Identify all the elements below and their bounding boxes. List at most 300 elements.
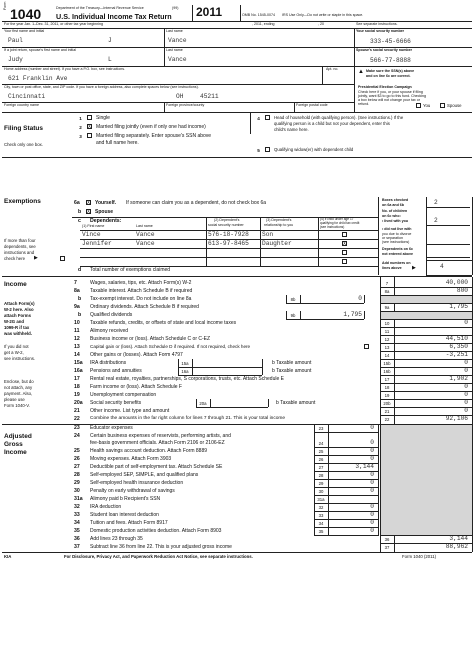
income-side-7: If you did not: [4, 344, 29, 349]
line-label: Student loan interest deduction: [90, 512, 159, 518]
line-label: IRA deduction: [90, 504, 122, 510]
total-exemptions-label: Total number of exemptions claimed: [90, 267, 171, 273]
line-amount[interactable]: 0: [370, 511, 374, 518]
line-num: b: [78, 312, 82, 318]
dependent-relationship[interactable]: Son: [262, 231, 274, 238]
pec-title: Presidential Election Campaign: [358, 85, 412, 89]
line-num: 11: [74, 328, 80, 334]
line-box: 13: [384, 345, 390, 350]
line-box: 7: [385, 281, 389, 286]
line-label: Business income or (loss). Attach Schedule C or C-EZ: [90, 336, 211, 342]
filing-single-checkbox[interactable]: [87, 115, 92, 120]
rule: [314, 535, 378, 536]
line-label: Alimony paid b Recipient's SSN: [90, 496, 161, 502]
dependents-header: Dependents:: [90, 218, 122, 224]
line-label: Domestic production activities deduction. Attach Form 8903: [90, 528, 222, 534]
exemptions-title: Exemptions: [4, 198, 41, 205]
income-side-14: Form 1040-V.: [4, 403, 30, 408]
line-box: 10: [384, 321, 390, 326]
line-num: 33: [74, 512, 80, 518]
line-box: 24: [318, 441, 324, 446]
rule: [314, 487, 378, 488]
year-line: For the year Jan. 1–Dec. 31, 2011, or other tax year beginning: [4, 22, 104, 26]
exempt-spouse-label: Spouse: [95, 209, 114, 215]
rule: [380, 407, 472, 408]
dependent-credit-checkbox[interactable]: [342, 250, 347, 255]
rule: [380, 383, 472, 384]
line-num: 24: [74, 433, 80, 439]
rule: [314, 471, 378, 472]
divider: [260, 217, 261, 266]
line-label: Qualified dividends: [90, 312, 133, 318]
line-amount[interactable]: 40,000: [445, 279, 468, 286]
city-field[interactable]: Cincinnati: [8, 93, 46, 100]
divider: [364, 295, 365, 303]
line-amount[interactable]: 0: [370, 447, 374, 454]
line-num: 29: [74, 480, 80, 486]
rule: [380, 375, 472, 376]
form-title: U.S. Individual Income Tax Return: [56, 12, 172, 21]
line-amount[interactable]: 0: [370, 479, 374, 486]
line-label: Taxable interest. Attach Schedule B if required: [90, 288, 193, 294]
line-amount[interactable]: 1,795: [449, 303, 468, 310]
rule: [314, 455, 378, 456]
dependent-credit-checkbox[interactable]: [342, 232, 347, 237]
middle-initial-field[interactable]: J: [108, 37, 112, 44]
income-side-6: was withheld.: [4, 331, 32, 336]
line-box: 26: [318, 457, 324, 462]
line-label: Other income. List type and amount: [90, 408, 170, 414]
line-amount[interactable]: 0: [464, 399, 468, 406]
line-num: 12: [74, 336, 80, 342]
line-box: 33: [318, 513, 324, 518]
rule: [380, 399, 472, 400]
line-num: 28: [74, 472, 80, 478]
rule: [314, 511, 378, 512]
divider: [318, 217, 319, 266]
line-num: 16a: [74, 368, 83, 374]
children-7: (see instructions): [382, 240, 410, 244]
children-5: you due to divorce: [382, 232, 412, 236]
line-num: 20a: [74, 400, 83, 406]
arrow-right-icon: ▶: [34, 255, 38, 261]
line-box: 9b: [290, 313, 296, 318]
rule: [2, 552, 472, 553]
income-title: Income: [4, 281, 27, 288]
line-amount[interactable]: 800: [456, 287, 468, 294]
line-box: 8b: [290, 297, 296, 302]
address-label: Home address (number and street). If you have a P.O. box, see instructions.: [4, 67, 125, 71]
first-name-label: Your first name and initial: [4, 29, 45, 33]
spouse-ssn-label: Spouse's social security number: [356, 48, 412, 52]
filing-widow-label: Qualifying widow(er) with dependent child: [274, 147, 354, 152]
form-tag: Form: [3, 1, 7, 10]
line-box: 15b: [383, 361, 391, 366]
divider: [378, 424, 379, 536]
line-amount[interactable]: 6,350: [449, 343, 468, 350]
dependents-not-2: not entered above: [382, 252, 413, 256]
pec-you-label: You: [423, 103, 431, 108]
line-amount[interactable]: 44,510: [445, 335, 468, 342]
filing-widow-checkbox[interactable]: [265, 147, 270, 152]
rule: [2, 157, 472, 158]
more-than-four-3: instructions and: [4, 250, 35, 255]
line-label: Unemployment compensation: [90, 392, 157, 398]
income-side-10: Enclose, but do: [4, 379, 34, 384]
income-side-5: 1099-R if tax: [4, 325, 30, 330]
more-than-four-4: check here: [4, 256, 26, 261]
spouse-ssn-field[interactable]: 566-77-8888: [370, 57, 411, 64]
exempt-yourself-checkbox[interactable]: X: [87, 200, 91, 206]
add-numbers-2: lines above: [382, 266, 402, 270]
line-label: Other gains or (losses). Attach Form 4797: [90, 352, 183, 358]
filing-status-title: Filing Status: [4, 125, 43, 132]
income-side-2: W-2 here. Also: [4, 307, 34, 312]
pec-spouse-checkbox[interactable]: [440, 103, 445, 108]
spouse-first-field[interactable]: Judy: [8, 56, 23, 63]
dependent-last[interactable]: Vance: [136, 231, 155, 238]
dependent-first[interactable]: Vince: [82, 231, 101, 238]
line-box: 37: [384, 545, 390, 550]
check-only-one: Check only one box.: [4, 142, 43, 147]
rule: [314, 432, 378, 433]
line-amount[interactable]: 0: [464, 319, 468, 326]
divider: [300, 311, 301, 319]
more-than-four-2: dependents, see: [4, 244, 36, 249]
dep-col-credit-1: (4) if child under age 17: [320, 217, 354, 221]
line-amount[interactable]: 0: [370, 503, 374, 510]
line-num: d: [78, 267, 82, 273]
line-num: 21: [74, 408, 80, 414]
city-label: City, town or post office, state, and ZIP code. If you have a foreign address, also complete spaces below (see instructions).: [4, 85, 199, 89]
line-num: 35: [74, 528, 80, 534]
line-box: 34: [318, 521, 324, 526]
ssn-field[interactable]: 333-45-6666: [370, 38, 411, 45]
omb-number: OMB No. 1545-0074: [242, 13, 275, 17]
line-num: 30: [74, 488, 80, 494]
line-amount[interactable]: 0: [464, 407, 468, 414]
line-label: Self-employed health insurance deduction: [90, 480, 184, 486]
divider: [262, 359, 263, 375]
line-label: Health savings account deduction. Attach Form 8889: [90, 448, 208, 454]
income-side-3: attach Forms: [4, 313, 31, 318]
divider: [286, 311, 287, 319]
rule: [314, 479, 378, 480]
line-amount[interactable]: 1,902: [449, 375, 468, 382]
line-label: Deductible part of self-employment tax. Attach Schedule SE: [90, 464, 223, 470]
line-label: Moving expenses. Attach Form 3903: [90, 456, 172, 462]
line-label: Tax-exempt interest. Do not include on line 8a: [90, 296, 192, 302]
apt-label: Apt. no.: [326, 67, 339, 71]
line-box: 30: [318, 489, 324, 494]
line-amount[interactable]: 0: [464, 391, 468, 398]
more-dependents-checkbox[interactable]: [60, 256, 65, 261]
line-num: c: [78, 218, 81, 224]
dept-name: Department of the Treasury—Internal Revenue Service: [56, 6, 144, 10]
line-label: Taxable refunds, credits, or offsets of state and local income taxes: [90, 320, 237, 326]
zip-field[interactable]: 45211: [200, 93, 219, 100]
pec-text-2: jointly, want $3 to go to this fund. Checking: [358, 94, 427, 98]
rule: [314, 519, 378, 520]
children-3: • lived with you: [382, 219, 409, 223]
dep-col-ssn-1: (2) Dependent's: [214, 218, 240, 222]
line-box: 35: [318, 529, 324, 534]
line-box: 32: [318, 505, 324, 510]
line-amount[interactable]: -3,251: [445, 351, 468, 358]
filing-hoh-label-3: child's name here.: [274, 127, 309, 132]
footer-kia: KIA: [4, 554, 12, 559]
rule: [426, 260, 472, 261]
line-box: 12: [384, 337, 390, 342]
street-field[interactable]: 621 Franklin Ave: [8, 75, 68, 82]
rule: [2, 276, 472, 277]
capital-gain-checkbox[interactable]: [364, 344, 369, 349]
line-label: Wages, salaries, tips, etc. Attach Form(s) W-2: [90, 280, 192, 286]
filing-separate-checkbox[interactable]: [87, 133, 92, 138]
ssn-label: Your social security number: [356, 29, 405, 33]
pec-you-checkbox[interactable]: [416, 103, 421, 108]
line-box: 16b: [383, 369, 391, 374]
divider: [294, 102, 295, 112]
rule: [426, 225, 470, 226]
dep-col-last: Last name: [136, 224, 153, 228]
line-box: 8a: [384, 289, 390, 294]
warning-icon: ▲: [358, 69, 364, 75]
line-amount[interactable]: 3,144: [355, 463, 374, 470]
pec-text-4: refund.: [358, 102, 370, 106]
line-label: Alimony received: [90, 328, 129, 334]
children-6: or separation: [382, 236, 403, 240]
dependent-last[interactable]: Vance: [136, 240, 155, 247]
line-num: 36: [74, 536, 80, 542]
line-box: 29: [318, 481, 324, 486]
dept-code: (99): [172, 6, 179, 10]
dependent-ssn[interactable]: 613-97-8465: [208, 240, 249, 247]
rule: [380, 543, 472, 544]
line-box: 14: [384, 353, 390, 358]
line-num: 8a: [74, 288, 80, 294]
dependent-relationship[interactable]: Daughter: [262, 240, 292, 247]
agi-title-3: Income: [4, 449, 27, 456]
line-box: 20a: [199, 401, 207, 406]
line-num: 22: [74, 416, 80, 422]
line-num: 25: [74, 448, 80, 454]
income-side-1: Attach Form(s): [4, 301, 35, 306]
rule: [380, 343, 472, 344]
divider: [300, 295, 301, 303]
line-box: 27: [318, 465, 324, 470]
line-box: 20b: [383, 401, 391, 406]
rule: [286, 319, 364, 320]
line-num: 18: [74, 384, 80, 390]
line-num: 37: [74, 544, 80, 550]
line-num: 7: [74, 280, 77, 286]
dep-col-credit-3: (see instructions): [320, 225, 345, 229]
divider: [240, 5, 241, 21]
rule: [380, 351, 472, 352]
line-label: Add lines 23 through 35: [90, 536, 143, 542]
spouse-initial-field[interactable]: L: [108, 56, 112, 63]
rule: [380, 391, 472, 392]
divider: [286, 295, 287, 303]
exempt-spouse-checkbox[interactable]: X: [87, 209, 91, 215]
line-num: 4: [257, 116, 260, 121]
boxes-checked-field[interactable]: 2: [434, 199, 438, 206]
rule: [380, 359, 472, 360]
income-side-4: W-2G and: [4, 319, 24, 324]
shaded-cell: [381, 312, 472, 319]
year-line-mid: , 2011, ending: [252, 22, 275, 26]
rule: [178, 375, 262, 376]
line-label: b Taxable amount: [272, 360, 312, 366]
filing-hoh-label: Head of household (with qualifying person). (See instructions.) If the: [274, 115, 404, 120]
rule: [426, 244, 470, 245]
total-exemptions-field[interactable]: 4: [440, 263, 444, 270]
filing-hoh-checkbox[interactable]: [265, 115, 270, 120]
line-box: 23: [318, 426, 324, 431]
add-numbers-1: Add numbers on: [382, 261, 411, 265]
line-num: 19: [74, 392, 80, 398]
first-name-field[interactable]: Paul: [8, 37, 23, 44]
rule: [380, 335, 472, 336]
foreign-province-label: Foreign province/county: [166, 103, 205, 107]
rule: [196, 407, 268, 408]
line-box: 15a: [181, 361, 189, 366]
line-num: 31a: [74, 496, 83, 502]
dependent-ssn[interactable]: 576-18-7928: [208, 231, 249, 238]
line-amount[interactable]: 0: [370, 519, 374, 526]
line-amount[interactable]: 3,144: [449, 535, 468, 542]
line-num: 2: [79, 125, 82, 130]
line-num: 14: [74, 352, 80, 358]
income-side-13: please use: [4, 397, 25, 402]
agi-title-1: Adjusted: [4, 433, 32, 440]
last-name-field[interactable]: Vance: [168, 37, 187, 44]
pec-spouse-label: Spouse: [447, 103, 462, 108]
footer-notice: For Disclosure, Privacy Act, and Paperwork Reduction Act Notice, see separate instructions.: [64, 554, 253, 559]
dependent-credit-checkbox[interactable]: [342, 259, 347, 264]
line-amount[interactable]: 0: [370, 471, 374, 478]
divider: [426, 197, 427, 275]
filing-separate-label: Married filing separately. Enter spouse's SSN above: [96, 133, 212, 139]
line-num: 23: [74, 425, 80, 431]
line-amount[interactable]: 1,795: [343, 311, 362, 318]
line-amount[interactable]: 0: [464, 383, 468, 390]
line-box: 11: [384, 329, 390, 334]
dep-col-first: (1) First name: [82, 224, 105, 228]
rule: [380, 367, 472, 368]
divider: [322, 66, 323, 84]
spouse-name-label: If a joint return, spouse's first name and initial: [4, 48, 76, 52]
line-num: 10: [74, 320, 80, 326]
tax-year: 2011: [196, 5, 223, 19]
line-label: Combine the amounts in the far right column for lines 7 through 21. This is your total income: [90, 416, 286, 421]
line-num: 15a: [74, 360, 83, 366]
divider: [250, 112, 251, 134]
state-field[interactable]: OH: [176, 93, 184, 100]
arrow-right-icon: ▶: [412, 265, 416, 271]
line-amount[interactable]: 0: [464, 367, 468, 374]
dependent-credit-checkbox[interactable]: X: [343, 241, 347, 247]
line-amount[interactable]: 88,962: [445, 543, 468, 550]
boxes-checked-1: Boxes checked: [382, 198, 409, 202]
spouse-last-label: Last name: [166, 48, 183, 52]
rule: [426, 257, 470, 258]
divider: [472, 277, 473, 424]
children-2: on 6c who:: [382, 214, 401, 218]
filing-hoh-label-2: qualifying person is a child but not your dependent, enter this: [274, 121, 390, 126]
income-side-11: not attach, any: [4, 385, 33, 390]
line-amount[interactable]: 92,106: [445, 415, 468, 422]
line-amount[interactable]: 0: [370, 424, 374, 431]
line-num: 6a: [74, 200, 80, 206]
line-label: Capital gain or (loss). Attach Schedule D if required. If not required, check here: [90, 344, 251, 349]
divider: [378, 197, 379, 275]
line-label: Tuition and fees. Attach Form 8917: [90, 520, 168, 526]
line-box: 9a: [384, 305, 390, 310]
line-amount[interactable]: 0: [358, 295, 362, 302]
line-amount[interactable]: 0: [370, 527, 374, 534]
line-amount[interactable]: 0: [370, 455, 374, 462]
line-num: 13: [74, 344, 80, 350]
line-amount[interactable]: 0: [370, 487, 374, 494]
rule: [380, 415, 472, 416]
children-field[interactable]: 2: [434, 217, 438, 224]
rule: [80, 248, 378, 249]
see-separate: See separate instructions.: [356, 22, 398, 26]
divider: [364, 311, 365, 319]
line-num: 1: [79, 116, 82, 121]
line-label: Social security benefits: [90, 400, 142, 406]
rule: [380, 535, 472, 536]
dependents-not-1: Dependents on 6c: [382, 247, 413, 251]
line-box: 31a: [317, 497, 325, 502]
divider: [354, 28, 355, 112]
filing-single-label: Single: [96, 115, 110, 121]
divider: [210, 399, 211, 407]
divider: [192, 5, 193, 21]
dependent-first[interactable]: Jennifer: [82, 240, 112, 247]
foreign-country-label: Foreign country name: [4, 103, 39, 107]
filing-joint-checkbox[interactable]: X: [88, 124, 92, 130]
year-line-end: , 20: [318, 22, 324, 26]
divider: [472, 424, 473, 552]
line-num: 34: [74, 520, 80, 526]
line-label: Subtract line 36 from line 22. This is your adjusted gross income: [90, 544, 232, 550]
exempt-yourself-text: If someone can claim you as a dependent, do not check box 6a: [126, 200, 267, 206]
rule: [380, 319, 472, 320]
agi-title-2: Gross: [4, 441, 23, 448]
divider: [196, 399, 197, 407]
rule: [2, 112, 472, 113]
line-label: Self-employed SEP, SIMPLE, and qualified plans: [90, 472, 199, 478]
ssn-note-1: Make sure the SSN(s) above: [366, 69, 415, 73]
foreign-postal-label: Foreign postal code: [296, 103, 328, 107]
income-side-12: payment. Also,: [4, 391, 33, 396]
line-box: 16a: [181, 369, 189, 374]
line-amount[interactable]: 0: [464, 359, 468, 366]
line-amount[interactable]: 0: [370, 439, 374, 446]
spouse-last-field[interactable]: Vance: [168, 56, 187, 63]
line-box: 25: [318, 449, 324, 454]
line-box: 22: [384, 417, 390, 422]
divider: [472, 197, 473, 275]
divider: [206, 217, 207, 266]
line-num: 3: [79, 134, 82, 139]
rule: [314, 495, 378, 496]
shaded-column: [381, 425, 472, 535]
rule: [314, 463, 378, 464]
